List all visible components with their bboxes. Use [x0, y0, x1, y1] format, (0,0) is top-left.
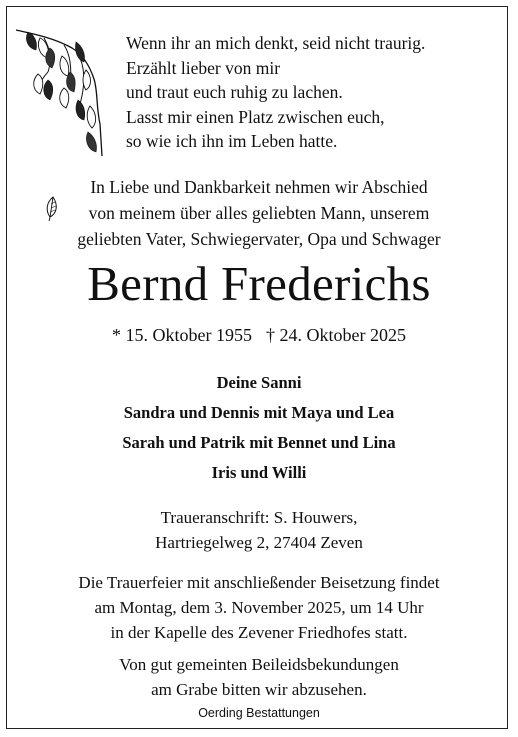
poem-line: und traut euch ruhig zu lachen. [126, 82, 343, 102]
condolences-line: Von gut gemeinten Beileidsbekundungen [119, 655, 399, 674]
intro-line: In Liebe und Dankbarkeit nehmen wir Abschied [90, 177, 428, 197]
poem [126, 31, 496, 154]
intro-line: von meinem über alles geliebten Mann, unserem [88, 203, 430, 223]
death-date: † 24. Oktober 2025 [266, 325, 406, 345]
mourner-entry: Sandra und Dennis mit Maya und Lea [123, 403, 395, 422]
condolences-note [0, 652, 518, 702]
condolences-line: am Grabe bitten wir abzusehen. [151, 680, 367, 699]
leaf-branch-icon [14, 24, 104, 159]
mourning-address [0, 505, 518, 555]
service-line: am Montag, dem 3. November 2025, um 14 Uhr [94, 598, 424, 617]
mourner-entry: Sarah und Patrik mit Bennet und Lina [122, 433, 396, 452]
poem-line: Lasst mir einen Platz zwischen euch, [126, 106, 385, 127]
life-dates [0, 323, 518, 347]
funeral-service-info [0, 570, 518, 645]
service-line: Die Trauerfeier mit anschließender Beisetzung findet [78, 573, 440, 592]
address-line: Hartriegelweg 2, 27404 Zeven [155, 533, 363, 552]
service-line: in der Kapelle des Zevener Friedhofes statt. [110, 623, 408, 642]
birth-date: * 15. Oktober 1955 [112, 325, 252, 345]
poem-line: Erzählt lieber von mir [126, 57, 281, 78]
poem-line: so wie ich ihn im Leben hatte. [126, 131, 338, 151]
undertaker-credit: Oerding Bestattungen [198, 706, 320, 720]
farewell-intro [0, 174, 518, 252]
address-line: Traueranschrift: S. Houwers, [160, 508, 358, 527]
mourners-list [0, 368, 518, 488]
mourner-entry: Iris und Willi [211, 463, 307, 482]
deceased-name: Bernd Frederichs [87, 256, 431, 311]
mourner-entry: Deine Sanni [216, 373, 302, 392]
poem-line: Wenn ihr an mich denkt, seid nicht traurig. [126, 33, 426, 53]
intro-line: geliebten Vater, Schwiegervater, Opa und Schwager [77, 229, 441, 249]
